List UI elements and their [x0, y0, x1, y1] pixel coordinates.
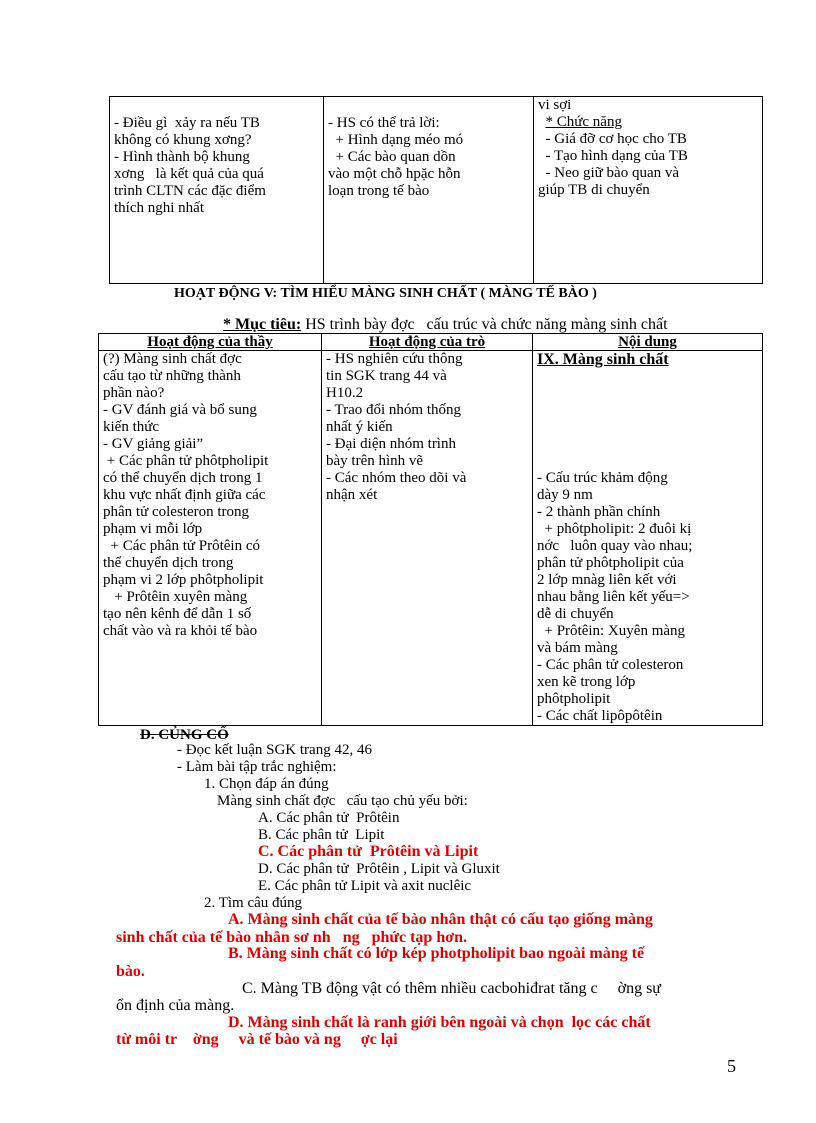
cell-line: - GV đánh giá và bổ sung — [103, 402, 257, 418]
cell-line: giúp TB di chuyển — [538, 182, 650, 198]
column-header: Hoạt động của trò — [322, 334, 533, 351]
table-row — [99, 351, 763, 726]
teacher-cell — [99, 351, 322, 726]
cell-line: (?) Màng sinh chất đợc — [103, 351, 242, 367]
cell-line: - Trao đổi nhóm thống — [326, 402, 462, 418]
cell-line: - Các nhóm theo dõi và — [326, 470, 467, 486]
cell-line: - Điều gì xảy ra nếu TB — [114, 115, 260, 131]
cell-line: phôtpholipit — [537, 691, 611, 707]
statement-b-line1: B. Màng sinh chất có lớp kép photpholipit bao ngoài màng tế — [228, 945, 645, 962]
cell-line: xen kẽ trong lớp — [537, 674, 636, 690]
cell-line: dễ di chuyển — [537, 606, 614, 622]
continuation-table — [109, 96, 763, 284]
column-header: Nội dung — [533, 334, 763, 351]
consolidation-line: - Làm bài tập trắc nghiệm: — [177, 759, 337, 775]
function-heading: * Chức năng — [545, 114, 622, 130]
cell-line: chất vào và ra khỏi tế bào — [103, 623, 258, 639]
cell-line: khu vực nhất định giữa các — [103, 487, 266, 503]
cell-line: + Hình dạng méo mó — [328, 132, 464, 148]
table-row — [110, 97, 763, 284]
statement-a-line2: sinh chất của tế bào nhân sơ nh ng phức tạp hơn. — [116, 929, 467, 946]
objective-label: * Mục tiêu: — [223, 316, 302, 333]
cell-line: - Tạo hình dạng của TB — [538, 148, 688, 164]
cell-line: phân tử phôtpholipit của — [537, 555, 684, 571]
cell-line: thể chuyển dịch trong — [103, 555, 234, 571]
cell-line: phạm vi mỗi lớp — [103, 521, 203, 537]
cell-line: không có khung xơng? — [114, 132, 252, 148]
cell-line: bày trên hình vẽ — [326, 453, 424, 469]
cell-line: - Đại diện nhóm trình — [326, 436, 456, 452]
cell-line: + Các phân tử phôtpholipit — [103, 453, 269, 469]
statement-c-line1: C. Màng TB động vật có thêm nhiều cacbohiđrat tăng c ờng sự — [242, 980, 661, 997]
student-cell — [324, 97, 534, 284]
cell-line: + phôtpholipit: 2 đuôi kị — [537, 521, 692, 537]
question-1-prompt: Màng sinh chất đợc cấu tạo chủ yếu bởi: — [217, 793, 468, 809]
cell-line: + Prôtêin xuyên màng — [103, 589, 248, 605]
cell-line: + Các phân tử Prôtêin có — [103, 538, 260, 554]
activity-table — [98, 333, 763, 726]
cell-line: 2 lớp mnàg liên kết với — [537, 572, 677, 588]
statement-a-line1: A. Màng sinh chất của tế bào nhân thật có cấu tạo giống màng — [228, 911, 653, 928]
option-e: E. Các phân tử Lipit và axit nuclêic — [258, 878, 472, 894]
objective-text: HS trình bày đợc cấu trúc và chức năng màng sinh chất — [301, 316, 668, 333]
consolidation-line: - Đọc kết luận SGK trang 42, 46 — [177, 742, 372, 758]
cell-line: kiến thức — [103, 419, 160, 435]
cell-line: - Giá đỡ cơ học cho TB — [538, 131, 687, 147]
cell-line: phân tử colesteron trong — [103, 504, 250, 520]
cell-line: - HS nghiên cứu thông — [326, 351, 463, 367]
cell-line: nhau bằng liên kết yếu=> — [537, 589, 690, 605]
cell-line: - HS có thể trả lời: — [328, 115, 440, 131]
statement-d-line1: D. Màng sinh chất là ranh giới bên ngoài và chọn lọc các chất — [228, 1014, 651, 1031]
cell-line: - 2 thành phần chính — [537, 504, 661, 520]
cell-line: + Prôtêin: Xuyên màng — [537, 623, 686, 639]
spacer — [537, 368, 758, 470]
cell-line: H10.2 — [326, 385, 364, 401]
question-2-title: 2. Tìm câu đúng — [204, 895, 303, 911]
activity-title: HOẠT ĐỘNG V: TÌM HIỂU MÀNG SINH CHẤT ( MÀNG TẾ BÀO ) — [174, 286, 597, 301]
option-d: D. Các phân tử Prôtêin , Lipit và Gluxit — [258, 861, 500, 877]
cell-line: và bám màng — [537, 640, 618, 656]
cell-line: phạm vi 2 lớp phôtpholipit — [103, 572, 264, 588]
cell-line: - Cấu trúc khảm động — [537, 470, 668, 486]
cell-line: có thể chuyển dịch trong 1 — [103, 470, 263, 486]
objective-line — [215, 299, 668, 333]
statement-d-line2: từ môi tr ờng và tế bào và ng ợc lại — [116, 1031, 398, 1048]
content-cell — [533, 351, 763, 726]
student-cell — [322, 351, 533, 726]
option-c-correct: C. Các phân tử Prôtêin và Lipit — [258, 843, 479, 860]
cell-line: nhận xét — [326, 487, 378, 503]
option-b: B. Các phân tử Lipit — [258, 827, 385, 843]
cell-line: phần nào? — [103, 385, 165, 401]
content-cell — [534, 97, 763, 284]
cell-line: vào một chỗ hpặc hỗn — [328, 166, 461, 182]
cell-line: dày 9 nm — [537, 487, 593, 503]
cell-line: vi sợi — [538, 97, 572, 113]
consolidation-heading: D. CỦNG CỐ — [140, 727, 229, 743]
cell-line: tin SGK trang 44 và — [326, 368, 447, 384]
cell-line: thích nghi nhất — [114, 200, 204, 216]
teacher-cell — [110, 97, 324, 284]
table-header-row — [99, 334, 763, 351]
cell-line: - Các phân tử colesteron — [537, 657, 684, 673]
cell-line: nhất ý kiến — [326, 419, 393, 435]
statement-c-line2: ổn định của màng. — [116, 997, 235, 1014]
cell-line: trình CLTN các đặc điểm — [114, 183, 266, 199]
cell-line: cấu tạo từ những thành — [103, 368, 241, 384]
section-heading: IX. Màng sinh chất — [537, 351, 669, 368]
cell-line: - Các chất lipôpôtêin — [537, 708, 663, 724]
cell-line: - GV giảng giải” — [103, 436, 204, 452]
cell-line: xơng là kết quả của quá — [114, 166, 264, 182]
question-1-title: 1. Chọn đáp án đúng — [204, 776, 329, 792]
column-header: Hoạt động của thầy — [99, 334, 322, 351]
page-number: 5 — [727, 1056, 736, 1076]
cell-line: - Hình thành bộ khung — [114, 149, 250, 165]
cell-line: tạo nên kênh để dẫn 1 số — [103, 606, 252, 622]
cell-line: + Các bào quan dồn — [328, 149, 456, 165]
statement-b-line2: bào. — [116, 963, 145, 980]
option-a: A. Các phân tử Prôtêin — [258, 810, 400, 826]
cell-line: nớc luôn quay vào nhau; — [537, 538, 693, 554]
cell-line: loạn trong tế bào — [328, 183, 430, 199]
cell-line: - Neo giữ bào quan và — [538, 165, 680, 181]
